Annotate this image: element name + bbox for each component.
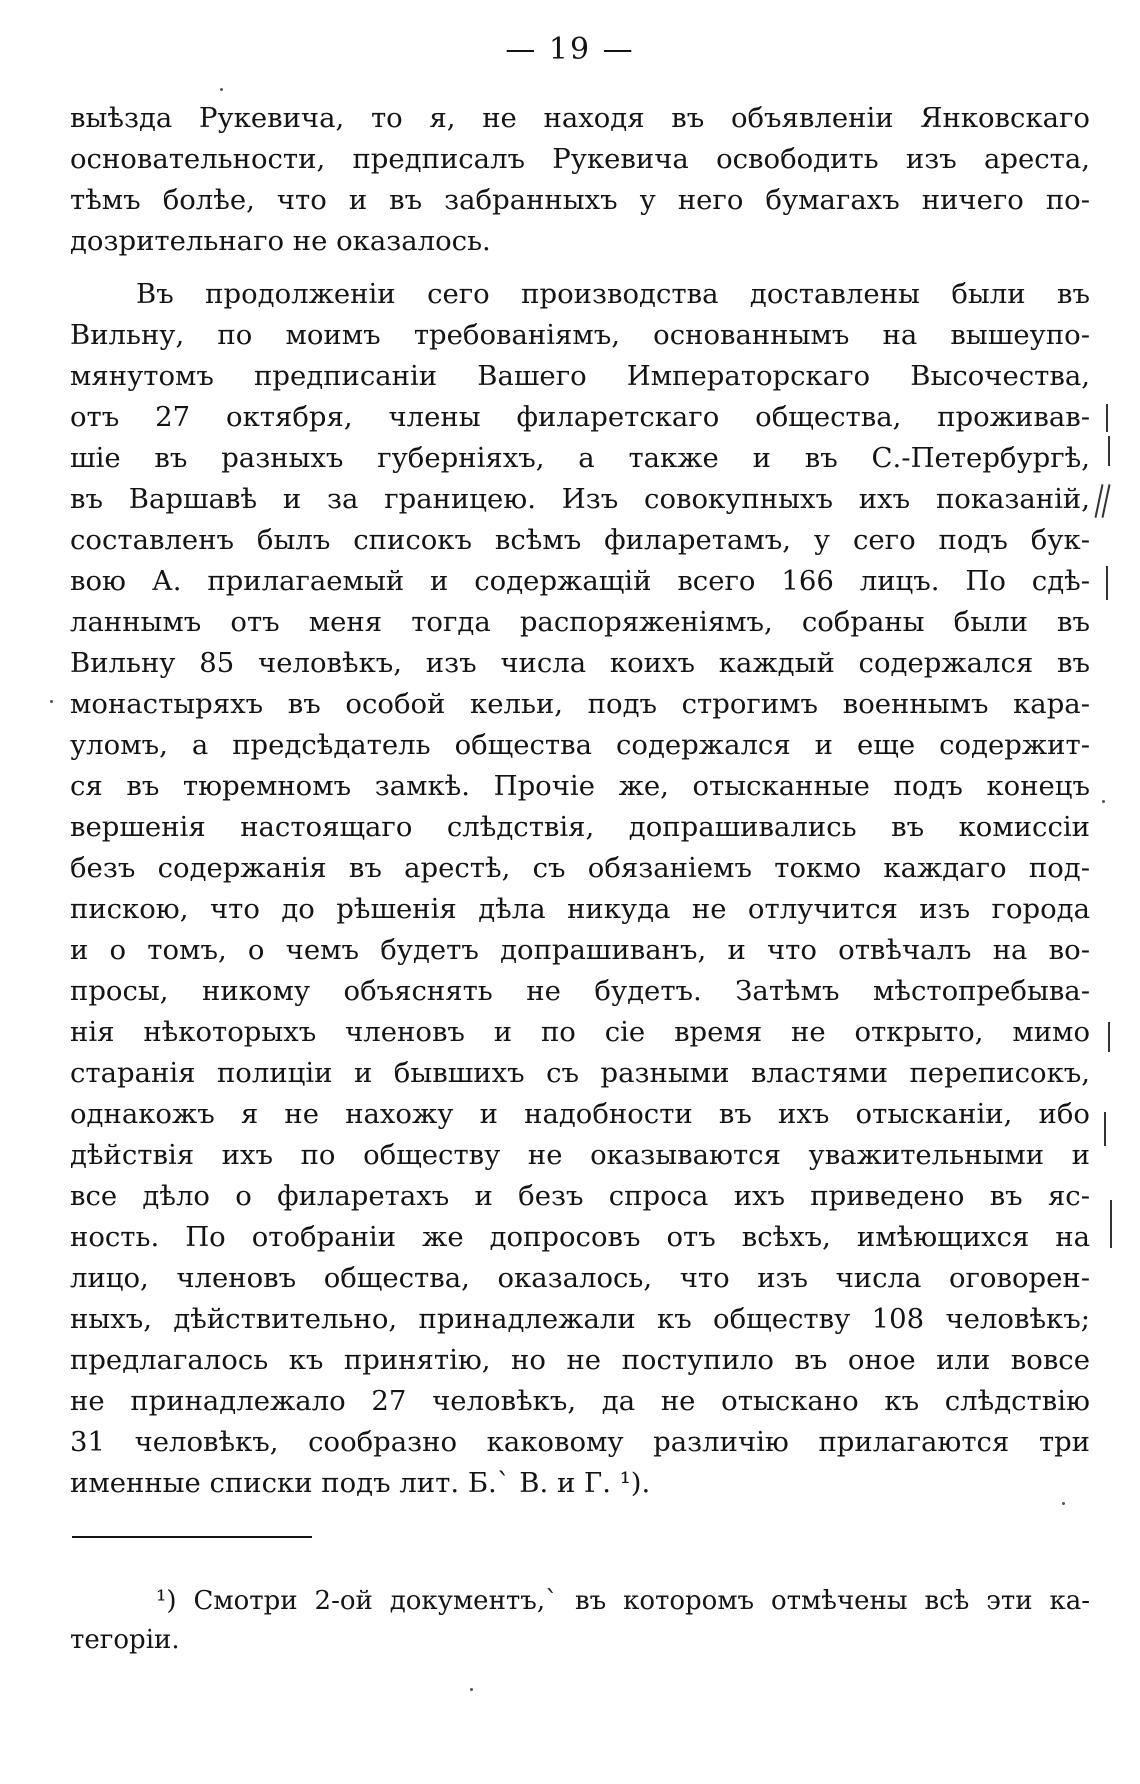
text-line: отъ 27 октября, члены филаретскаго общества, проживав- [70,401,1090,433]
text-line: старанія полиціи и бывшихъ съ разными властями переписокъ, [70,1057,1090,1089]
ink-speck [220,88,223,91]
ink-speck [1062,1502,1065,1505]
text-line: предлагалось къ принятію, но не поступило въ оное или вовсе [70,1344,1090,1376]
text-line: ланнымъ отъ меня тогда распоряженіямъ, собраны были въ [70,606,1090,638]
text-line: шіе въ разныхъ губерніяхъ, а также и въ С.-Петербургѣ, [70,442,1090,474]
text-line: уломъ, а предсѣдатель общества содержался и еще содержит- [70,729,1090,761]
margin-mark [1108,436,1110,466]
margin-mark [1108,1022,1110,1052]
text-line: ся въ тюремномъ замкѣ. Прочіе же, отысканные подъ конецъ [70,770,1090,802]
text-line: ныхъ, дѣйствительно, принадлежали къ обществу 108 человѣкъ; [70,1303,1090,1335]
margin-mark [1104,1112,1106,1146]
text-line: тегоріи. [70,1625,180,1655]
body-text [70,98,1090,1504]
text-line: ность. По отобраніи же допросовъ отъ всѣхъ, имѣющихся на [70,1221,1090,1253]
text-line: Вильну, по моимъ требованіямъ, основаннымъ на вышеупо- [70,319,1090,351]
margin-mark [1101,484,1110,518]
text-line: выѣзда Рукевича, то я, не находя въ объявленіи Янковскаго [70,102,1090,134]
text-line: все дѣло о филаретахъ и безъ спроса ихъ приведено въ яс- [70,1180,1090,1212]
text-line: Въ продолженіи сего производства доставлены были въ [136,278,1090,310]
text-line: и о томъ, о чемъ будетъ допрашиванъ, и что отвѣчалъ на во- [70,934,1090,966]
text-line: ¹) Смотри 2-ой документъ,` въ которомъ отмѣчены всѣ эти ка- [156,1586,1090,1616]
text-line: тѣмъ болѣе, что и въ забранныхъ у него бумагахъ ничего по- [70,184,1090,216]
text-line: дозрительнаго не оказалось. [70,225,491,257]
text-line: нія нѣкоторыхъ членовъ и по сіе время не открыто, мимо [70,1016,1090,1048]
text-line: просы, никому объяснять не будетъ. Затѣмъ мѣстопребыва- [70,975,1090,1007]
text-line: вою А. прилагаемый и содержащій всего 166 лицъ. По сдѣ- [70,565,1090,597]
text-line: не принадлежало 27 человѣкъ, да не отыскано къ слѣдствію [70,1385,1090,1417]
ink-speck [50,700,53,703]
text-line: Вильну 85 человѣкъ, изъ числа коихъ каждый содержался въ [70,647,1090,679]
text-line: пискою, что до рѣшенія дѣла никуда не отлучится изъ города [70,893,1090,925]
text-line: основательности, предписалъ Рукевича освободить изъ ареста, [70,143,1090,175]
text-line: 31 человѣкъ, сообразно каковому различію прилагаются три [70,1426,1090,1458]
text-line: мянутомъ предписаніи Вашего Императорскаго Высочества, [70,360,1090,392]
margin-mark [1106,404,1108,432]
text-line: вершенія настоящаго слѣдствія, допрашивались въ комиссіи [70,811,1090,843]
text-line: именные списки подъ лит. Б.` В. и Г. ¹). [70,1467,651,1499]
footnote [70,1582,1090,1660]
footnote-divider [72,1536,312,1538]
text-line: въ Варшавѣ и за границею. Изъ совокупныхъ ихъ показаній, [70,483,1090,515]
ink-speck [1102,800,1105,803]
text-line: составленъ былъ списокъ всѣмъ филаретамъ, у сего подъ бук- [70,524,1090,556]
page-number: — 19 — [505,32,635,67]
margin-mark [1110,1200,1112,1248]
text-line: лицо, членовъ общества, оказалось, что изъ числа оговорен- [70,1262,1090,1294]
text-line: однакожъ я не нахожу и надобности въ ихъ отысканіи, ибо [70,1098,1090,1130]
margin-mark [1106,566,1108,600]
text-line: безъ содержанія въ арестѣ, съ обязаніемъ токмо каждаго под- [70,852,1090,884]
text-line: монастыряхъ въ особой кельи, подъ строгимъ военнымъ кара- [70,688,1090,720]
ink-speck [470,1688,473,1691]
text-line: дѣйствія ихъ по обществу не оказываются уважительными и [70,1139,1090,1171]
